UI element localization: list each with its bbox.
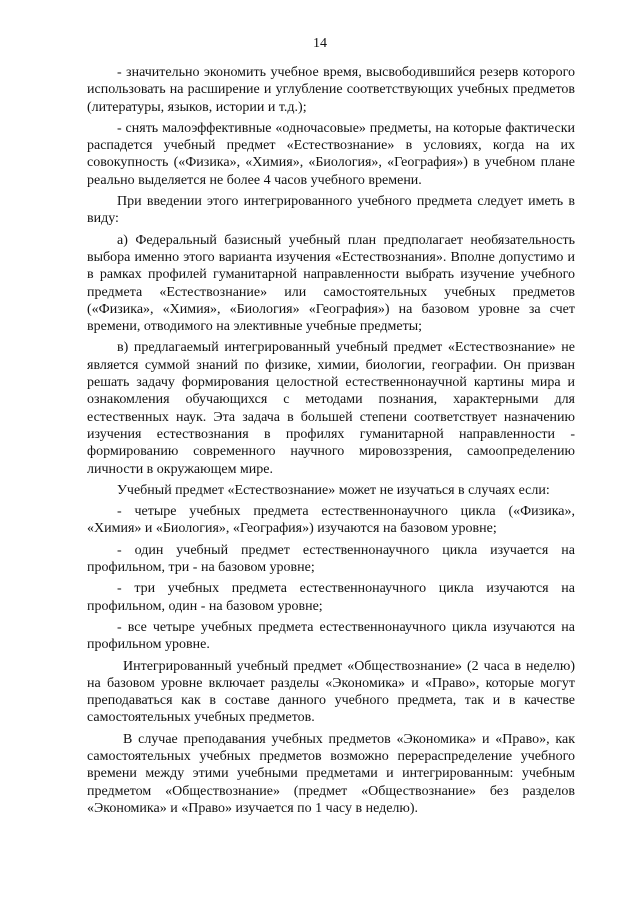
- document-body: [87, 64, 575, 817]
- paragraph-item-a: а) Федеральный базисный учебный план предполагает необязательность выбора именно этого варианта изучения «Естествознания». Вполне допустимо и в рамках профилей гуманитарной направленности выбрать изучение учебного предмета «Естествознание» или самостоятельных учебных предметов («Физика», «Химия», «Биология» «География») на базовом уровне за счет времени, отводимого на элективные учебные предметы;: [87, 232, 575, 335]
- paragraph-introduction-note: При введении этого интегрированного учебного предмета следует иметь в виду:: [87, 194, 575, 227]
- list-item-four-basic: - четыре учебных предмета естественнонаучного цикла («Физика», «Химия» и «Биология», «География») изучаются на базовом уровне;: [87, 504, 575, 537]
- paragraph-social-studies: Интегрированный учебный предмет «Обществознание» (2 часа в неделю) на базовом уровне включает разделы «Экономика» и «Право», которые могут преподаваться как в составе данного учебного предмета, так и в качестве самостоятельных учебных предметов.: [87, 658, 575, 726]
- page-number: 14: [313, 36, 327, 51]
- list-item-all-profile: - все четыре учебных предмета естественнонаучного цикла изучаются на профильном уровне.: [87, 619, 575, 653]
- paragraph-economics-law: В случае преподавания учебных предметов «Экономика» и «Право», как самостоятельных учебных предметов возможно перераспределение учебного времени между этими учебными предметами и интегрированным: учебным предметом «Обществознание» (предмет «Обществознание» без разделов «Экономика» и «Право» изучается по 1 часу в неделю).: [87, 731, 575, 816]
- paragraph-remove-one-hour-subjects: - снять малоэффективные «одночасовые» предметы, на которые фактически распадется учебный предмет «Естествознание» в условиях, когда на их совокупность («Физика», «Химия», «Биология», «География») в учебном плане реально выделяется не более 4 часов учебного времени.: [87, 120, 575, 188]
- list-item-one-profile: - один учебный предмет естественнонаучного цикла изучается на профильном, три - на базовом уровне;: [87, 542, 575, 576]
- list-item-three-profile: - три учебных предмета естественнонаучного цикла изучаются на профильном, один - на базовом уровне;: [87, 581, 575, 614]
- paragraph-item-v: в) предлагаемый интегрированный учебный предмет «Естествознание» не является суммой знаний по физике, химии, биологии, географии. Он призван решать задачу формирования целостной естественнонаучной картины мира и ознакомления обучающихся с методами познания, характерными для естественных наук. Эта задача в большей степени соответствует назначению изучения естествознания в профилях гуманитарной направленности - формированию современного научного мировоззрения, самоопределению личности в окружающем мире.: [87, 340, 575, 477]
- paragraph-may-not-study: Учебный предмет «Естествознание» может не изучаться в случаях если:: [117, 482, 550, 498]
- paragraph-economize-time: - значительно экономить учебное время, высвободившийся резерв которого использовать на расширение и углубление соответствующих учебных предметов (литературы, языков, истории и т.д.);: [87, 65, 575, 115]
